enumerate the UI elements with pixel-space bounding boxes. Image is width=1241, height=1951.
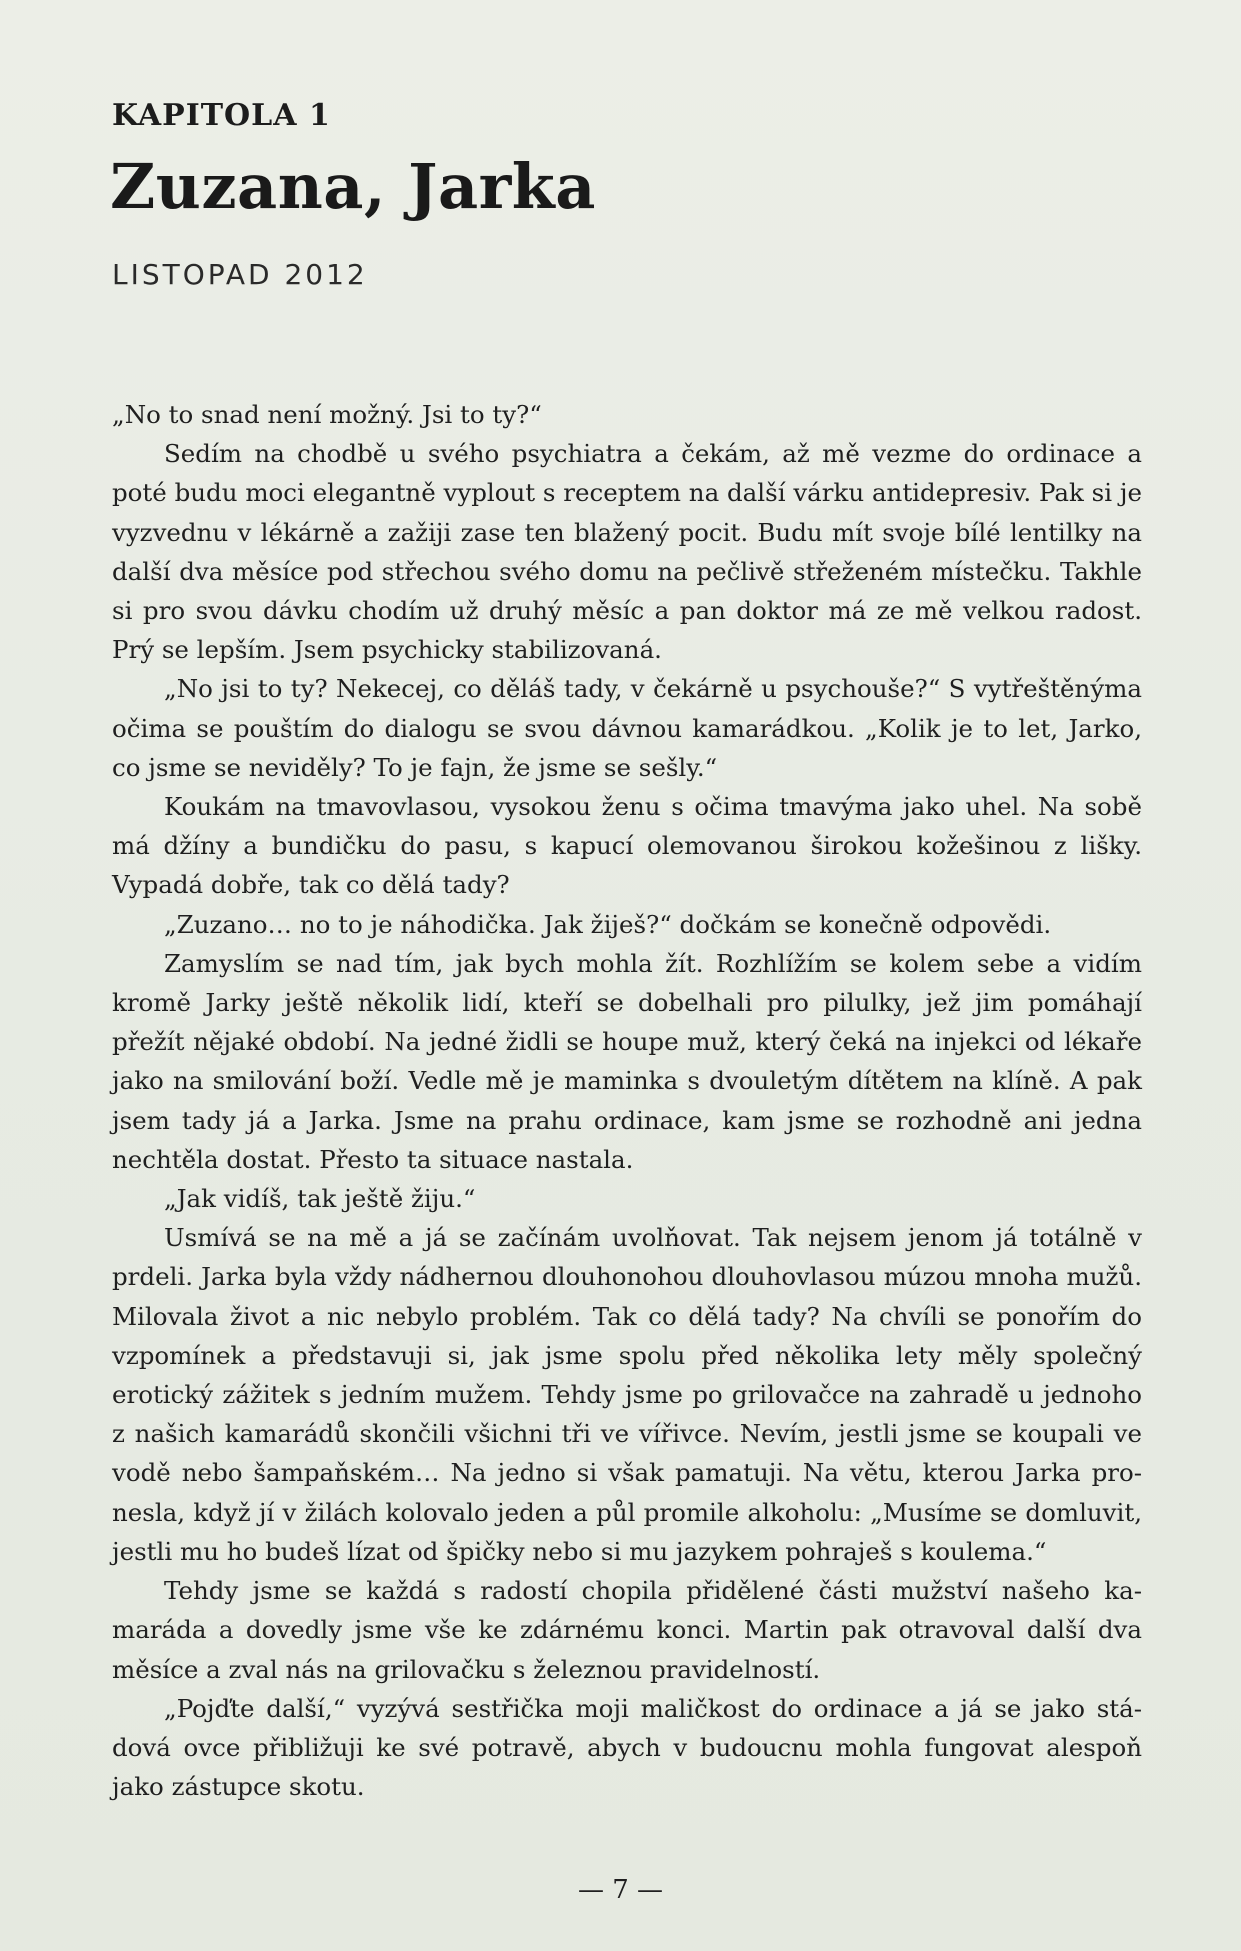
paragraph: „Pojďte další,“ vyzývá sestřička moji maličkost do ordinace a já se jako stádová ovce přibližuji ke své potravě, abych v budoucnu mohla fungovat alespoň jako zástupce skotu.: [112, 1693, 1142, 1802]
chapter-title: Zuzana, Jarka: [110, 150, 596, 223]
page-number: — 7 —: [577, 1875, 664, 1905]
body-text: [112, 395, 1142, 1806]
paragraph: „No jsi to ty? Nekecej, co děláš tady, v čekárně u psychouše?“ S vytřeštěnýma očima se pouštím do dialogu se svou dávnou kamarádkou. „Kolik je to let, Jarko, co jsme se neviděly? To je fajn, že jsme se sešly.“: [112, 674, 1142, 782]
paragraph: Sedím na chodbě u svého psychiatra a čekám, až mě vezme do ordinace a poté budu moci elegantně vyplout s receptem na další várku antidepresiv. Pak si je vyzvednu v lékárně a zažiji zase ten blažený pocit. Budu mít svoje bílé lentilky na další dva měsíce pod střechou svého domu na pečlivě střeženém místečku. Takhle si pro svou dávku chodím už druhý měsíc a pan doktor má ze mě velkou radost. Prý se lepším. Jsem psychicky stabilizovaná.: [112, 439, 1142, 665]
paragraph: „Zuzano… no to je náhodička. Jak žiješ?“ dočkám se konečně odpovědi.: [164, 909, 1052, 939]
paragraph: „Jak vidíš, tak ještě žiju.“: [164, 1184, 476, 1214]
paragraph: Koukám na tmavovlasou, vysokou ženu s očima tmavýma jako uhel. Na sobě má džíny a bundičku do pasu, s kapucí olemovanou širokou kožešinou z lišky. Vypadá dobře, tak co dělá tady?: [112, 792, 1142, 900]
chapter-label: KAPITOLA 1: [112, 98, 331, 133]
paragraph: Zamyslím se nad tím, jak bych mohla žít. Rozhlížím se kolem sebe a vidím kromě Jarky ještě několik lidí, kteří se dobelhali pro pilulky, jež jim pomáhají přežít nějaké období. Na jedné židli se houpe muž, který čeká na injekci od lékaře jako na smilování boží. Vedle mě je maminka s dvouletým dítětem na klíně. A pak jsem tady já a Jarka. Jsme na prahu ordinace, kam jsme se rozhodně ani jedna nechtěla dostat. Přesto ta situace nastala.: [112, 948, 1142, 1174]
paragraph: Tehdy jsme se každá s radostí chopila přidělené části mužství našeho kamaráda a dovedly jsme vše ke zdárnému konci. Martin pak otravoval další dva měsíce a zval nás na grilovačku s železnou pravidelností.: [112, 1576, 1142, 1684]
chapter-date: LISTOPAD 2012: [112, 258, 368, 291]
paragraph: Usmívá se na mě a já se začínám uvolňovat. Tak nejsem jenom já totálně v prdeli. Jarka byla vždy nádhernou dlouhonohou dlouhovlasou múzou mnoha mužů. Milovala život a nic nebylo problém. Tak co dělá tady? Na chvíli se ponořím do vzpomínek a představuji si, jak jsme spolu před několika lety měly společný erotický zážitek s jedním mužem. Tehdy jsme po grilovačce na zahradě u jednoho z našich kamarádů skončili všichni tři ve vířivce. Nevím, jestli jsme se koupali ve vodě nebo šampaňském… Na jedno si však pamatuji. Na větu, kterou Jarka pronesla, když jí v žilách kolovalo jeden a půl promile alkoholu: „Musíme se domluvit, jestli mu ho budeš lízat od špičky nebo si mu jazykem pohraješ s koulema.“: [112, 1223, 1142, 1566]
paragraph: „No to snad není možný. Jsi to ty?“: [112, 400, 542, 429]
